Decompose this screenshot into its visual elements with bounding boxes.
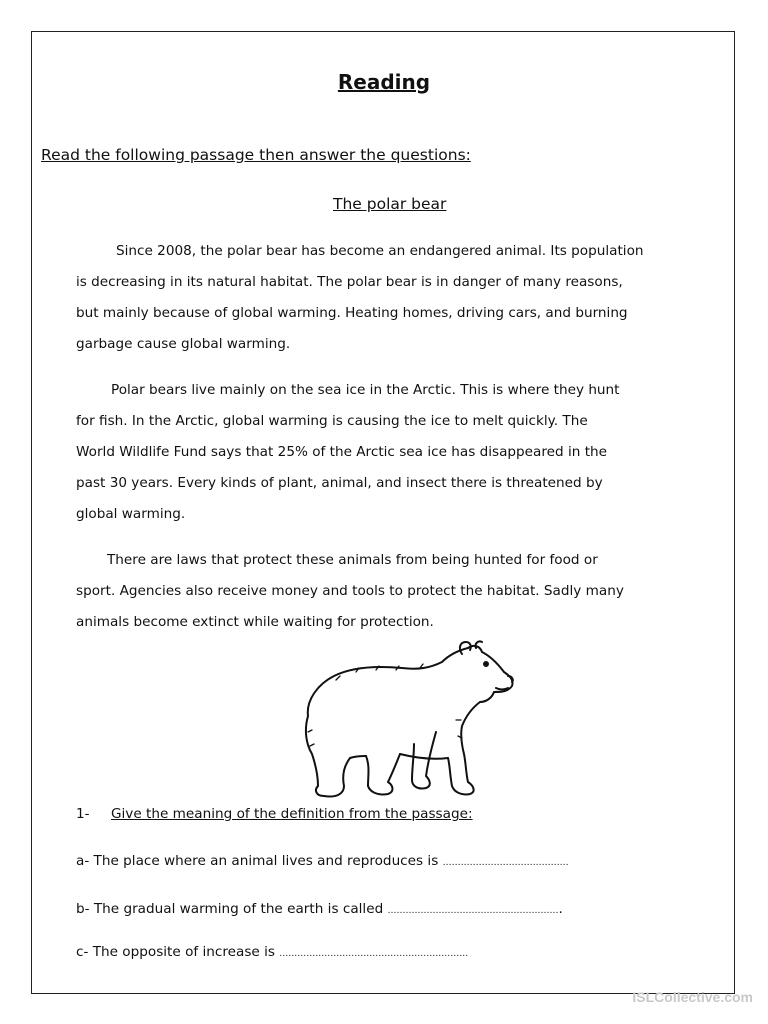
- question-item-b: [76, 901, 563, 917]
- paragraph-line: Polar bears live mainly on the sea ice in the Arctic. This is where they hunt: [111, 382, 620, 398]
- question-item-a: [76, 853, 569, 869]
- paragraph-line: global warming.: [76, 506, 186, 522]
- question-item-text: b- The gradual warming of the earth is called: [76, 901, 384, 917]
- question-item-text: c- The opposite of increase is: [76, 944, 275, 960]
- answer-blank[interactable]: …………………………………………………: [387, 906, 559, 916]
- question-item-text: a- The place where an animal lives and reproduces is: [76, 853, 439, 869]
- passage-title: The polar bear: [333, 195, 447, 213]
- paragraph-line: There are laws that protect these animals from being hunted for food or: [107, 552, 598, 568]
- question-number: 1-: [76, 806, 90, 822]
- paragraph-line: past 30 years. Every kinds of plant, animal, and insect there is threatened by: [76, 475, 603, 491]
- paragraph-line: Since 2008, the polar bear has become an endangered animal. Its population: [116, 243, 644, 259]
- question-item-end: .: [558, 901, 563, 917]
- watermark: ISLCollective.com: [632, 989, 753, 1005]
- paragraph-line: for fish. In the Arctic, global warming is causing the ice to melt quickly. The: [76, 413, 588, 429]
- paragraph-line: garbage cause global warming.: [76, 336, 291, 352]
- answer-blank[interactable]: ……………………………………: [442, 858, 569, 868]
- instruction-text: Read the following passage then answer the questions:: [41, 146, 471, 164]
- page-title: Reading: [337, 70, 431, 94]
- question-prompt: Give the meaning of the definition from the passage:: [111, 806, 473, 822]
- question-item-c: [76, 944, 468, 960]
- paragraph-line: animals become extinct while waiting for protection.: [76, 614, 434, 630]
- answer-blank[interactable]: ………………………………………………………: [279, 949, 469, 959]
- paragraph-line: but mainly because of global warming. Heating homes, driving cars, and burning: [76, 305, 628, 321]
- paragraph-line: sport. Agencies also receive money and tools to protect the habitat. Sadly many: [76, 583, 624, 599]
- polar-bear-illustration: [296, 640, 518, 800]
- paragraph-line: World Wildlife Fund says that 25% of the Arctic sea ice has disappeared in the: [76, 444, 607, 460]
- paragraph-line: is decreasing in its natural habitat. The polar bear is in danger of many reasons,: [76, 274, 623, 290]
